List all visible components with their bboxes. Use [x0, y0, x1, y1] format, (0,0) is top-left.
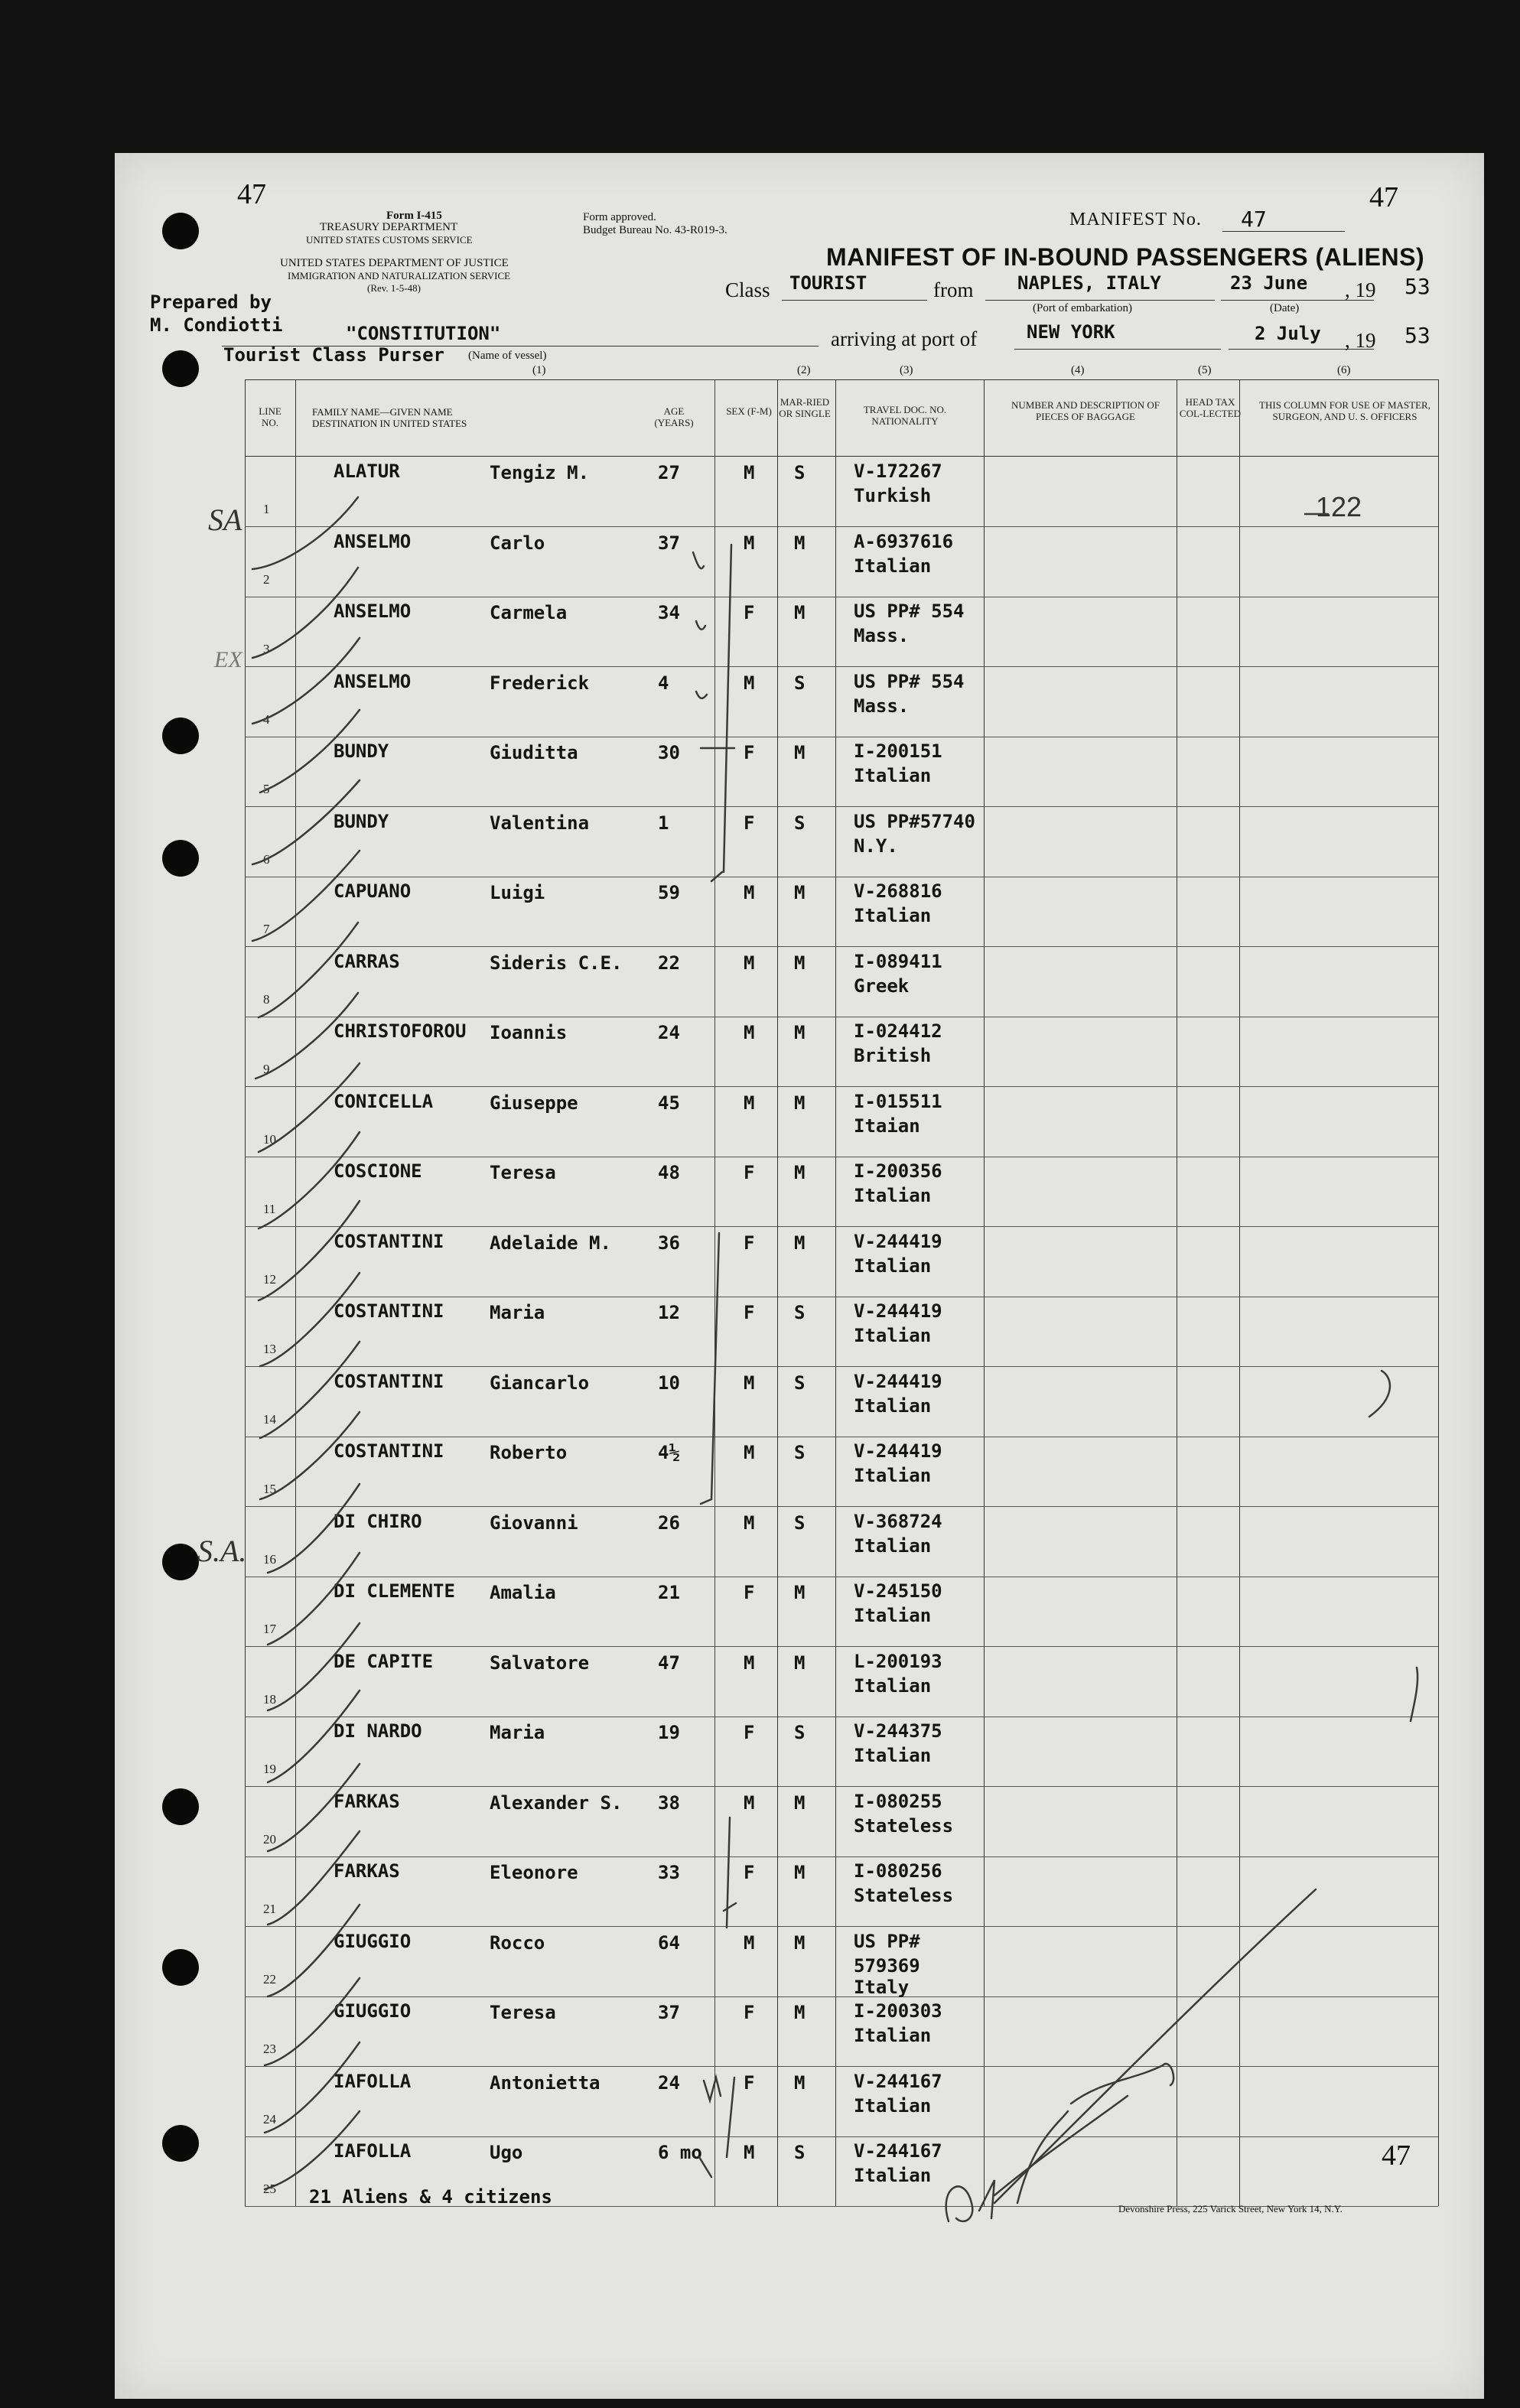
- binder-hole: [162, 350, 199, 387]
- family-name: CARRAS: [334, 951, 400, 972]
- header-age: AGE (YEARS): [654, 405, 694, 428]
- form-approved: Form approved.: [583, 211, 656, 223]
- nationality: Italian: [854, 1535, 932, 1557]
- age: 34: [658, 602, 680, 623]
- line-number: 13: [263, 1342, 276, 1356]
- header-baggage: NUMBER AND DESCRIPTION OF PIECES OF BAGGAGE: [1011, 399, 1160, 422]
- line-number: 1: [263, 502, 270, 516]
- family-name: DI CHIRO: [334, 1511, 422, 1532]
- nationality: Italian: [854, 1605, 932, 1626]
- age: 6 mo: [658, 2142, 702, 2163]
- column-number: (3): [900, 364, 913, 376]
- line-number: 18: [263, 1692, 276, 1707]
- port-of-embarkation: NAPLES, ITALY: [1017, 272, 1161, 294]
- nationality: Italian: [854, 1255, 932, 1277]
- sex: F: [744, 1302, 755, 1323]
- family-name: DE CAPITE: [334, 1651, 434, 1672]
- year-prefix-2: , 19: [1345, 329, 1376, 352]
- binder-hole: [162, 1949, 199, 1986]
- family-name: DI NARDO: [334, 1720, 422, 1742]
- sex: M: [744, 1512, 755, 1534]
- purser-name: M. Condiotti: [150, 314, 283, 336]
- nationality: Mass.: [854, 695, 910, 717]
- printer-credit: Devonshire Press, 225 Varick Street, New York 14, N.Y.: [1118, 2203, 1343, 2214]
- travel-doc-number: I-200303: [854, 2000, 942, 2022]
- given-name: Luigi: [490, 882, 545, 903]
- travel-doc-number: V-244419: [854, 1300, 942, 1322]
- age: 4: [658, 672, 669, 694]
- family-name: FARKAS: [334, 1791, 400, 1812]
- arrival-date: 2 July: [1255, 323, 1321, 344]
- marital-status: M: [794, 1792, 806, 1814]
- nationality: Italian: [854, 2095, 932, 2117]
- line-number: 17: [263, 1622, 276, 1636]
- sex: M: [744, 532, 755, 554]
- given-name: Giancarlo: [490, 1372, 590, 1394]
- given-name: Frederick: [490, 672, 590, 694]
- header-destination: DESTINATION IN UNITED STATES: [312, 418, 467, 429]
- travel-doc-number: L-200193: [854, 1651, 942, 1672]
- marital-status: M: [794, 1232, 806, 1254]
- nationality: Stateless: [854, 1885, 954, 1906]
- binder-hole: [162, 718, 199, 754]
- family-name: CHRISTOFOROU: [334, 1020, 467, 1042]
- age: 10: [658, 1372, 680, 1394]
- travel-doc-number: V-244419: [854, 1371, 942, 1392]
- age: 47: [658, 1652, 680, 1674]
- family-name: COSTANTINI: [334, 1440, 444, 1462]
- given-name: Teresa: [490, 1162, 556, 1183]
- age: 12: [658, 1302, 680, 1323]
- given-name: Rocco: [490, 1932, 545, 1954]
- form-number: Form I-415: [386, 210, 442, 222]
- travel-doc-number: US PP#: [854, 1931, 920, 1952]
- travel-doc-number: I-089411: [854, 951, 942, 972]
- age: 1: [658, 812, 669, 834]
- nationality: Italian: [854, 555, 932, 577]
- travel-doc-number: I-015511: [854, 1091, 942, 1112]
- given-name: Teresa: [490, 2002, 556, 2023]
- header-line-no: LINE NO.: [259, 405, 282, 428]
- family-name: BUNDY: [334, 811, 389, 832]
- nationality: Greek: [854, 975, 910, 997]
- marital-status: M: [794, 1162, 806, 1183]
- header-officers-use: THIS COLUMN FOR USE OF MASTER, SURGEON, AND U. S. OFFICERS: [1259, 399, 1430, 422]
- margin-annotation: S.A.: [197, 1534, 247, 1568]
- nationality: Italian: [854, 1395, 932, 1417]
- travel-doc-number: I-200151: [854, 740, 942, 762]
- nationality: N.Y.: [854, 835, 898, 857]
- nationality: 579369: [854, 1955, 920, 1977]
- nationality: Italian: [854, 2025, 932, 2046]
- embarkation-caption: (Port of embarkation): [1033, 302, 1132, 314]
- line-number: 3: [263, 642, 270, 656]
- year-prefix-1: , 19: [1345, 278, 1376, 301]
- given-name: Giuseppe: [490, 1092, 578, 1114]
- header-head-tax: HEAD TAX COL-LECTED: [1179, 396, 1242, 419]
- line-number: 15: [263, 1482, 276, 1496]
- marital-status: M: [794, 952, 806, 974]
- marital-status: M: [794, 1022, 806, 1043]
- age: 59: [658, 882, 680, 903]
- age: 37: [658, 2002, 680, 2023]
- nationality: Italian: [854, 765, 932, 786]
- line-number: 23: [263, 2042, 276, 2056]
- sex: F: [744, 1862, 755, 1883]
- given-name: Ioannis: [490, 1022, 568, 1043]
- age: 38: [658, 1792, 680, 1814]
- nationality: Stateless: [854, 1815, 954, 1837]
- line-number: 12: [263, 1272, 276, 1287]
- given-name: Maria: [490, 1722, 545, 1743]
- class-label: Class: [725, 278, 770, 301]
- travel-doc-number: A-6937616: [854, 531, 954, 552]
- given-name: Amalia: [490, 1582, 556, 1603]
- binder-hole: [162, 213, 199, 249]
- sex: M: [744, 882, 755, 903]
- sex: M: [744, 2142, 755, 2163]
- officer-mark: 122: [1316, 491, 1362, 522]
- nationality: Mass.: [854, 625, 910, 646]
- column-number: (6): [1337, 364, 1351, 376]
- marital-status: M: [794, 1932, 806, 1954]
- travel-doc-number: I-024412: [854, 1020, 942, 1042]
- column-number: (2): [797, 364, 811, 376]
- sex: M: [744, 1932, 755, 1954]
- vessel-name: "CONSTITUTION": [346, 323, 501, 344]
- family-name: CAPUANO: [334, 880, 412, 902]
- page-number-top-left: 47: [237, 178, 266, 210]
- line-number: 11: [263, 1202, 276, 1216]
- manifest-number-label: MANIFEST No.: [1069, 210, 1202, 229]
- sex: F: [744, 2072, 755, 2094]
- vessel-caption: (Name of vessel): [468, 350, 547, 362]
- marital-status: S: [794, 1722, 806, 1743]
- travel-doc-number: V-244167: [854, 2071, 942, 2092]
- travel-doc-number: V-244375: [854, 1720, 942, 1742]
- given-name: Adelaide M.: [490, 1232, 611, 1254]
- marital-status: M: [794, 1862, 806, 1883]
- marital-status: S: [794, 462, 806, 483]
- sex: M: [744, 1022, 755, 1043]
- sex: F: [744, 1162, 755, 1183]
- immigration-service: IMMIGRATION AND NATURALIZATION SERVICE: [288, 270, 511, 281]
- sex: M: [744, 1442, 755, 1463]
- header-sex: SEX (F-M): [726, 405, 772, 417]
- age: 36: [658, 1232, 680, 1254]
- given-name: Salvatore: [490, 1652, 590, 1674]
- given-name: Giovanni: [490, 1512, 578, 1534]
- given-name: Eleonore: [490, 1862, 578, 1883]
- page-number-top-right: 47: [1369, 181, 1398, 213]
- manifest-title: MANIFEST OF IN-BOUND PASSENGERS (ALIENS): [826, 243, 1425, 271]
- sex: M: [744, 1792, 755, 1814]
- given-name: Antonietta: [490, 2072, 601, 2094]
- nationality: Italian: [854, 1185, 932, 1206]
- marital-status: M: [794, 2002, 806, 2023]
- given-name: Tengiz M.: [490, 462, 590, 483]
- travel-doc-number: V-245150: [854, 1580, 942, 1602]
- line-number: 21: [263, 1902, 276, 1916]
- line-number: 16: [263, 1552, 276, 1567]
- nationality: British: [854, 1045, 932, 1066]
- family-name: GIUGGIO: [334, 1931, 412, 1952]
- binder-hole: [162, 1788, 199, 1825]
- arriving-label: arriving at port of: [831, 327, 978, 350]
- line-number: 14: [263, 1412, 276, 1427]
- given-name: Alexander S.: [490, 1792, 623, 1814]
- from-label: from: [933, 278, 974, 301]
- binder-hole: [162, 2125, 199, 2162]
- marital-status: S: [794, 1512, 806, 1534]
- sex: F: [744, 1722, 755, 1743]
- embarkation-date: 23 June: [1230, 272, 1308, 294]
- line-number: 25: [263, 2182, 276, 2196]
- prepared-by: Prepared by: [150, 291, 272, 313]
- family-name: COSCIONE: [334, 1160, 422, 1182]
- line-number: 22: [263, 1972, 276, 1987]
- travel-doc-number: US PP# 554: [854, 600, 965, 622]
- sex: F: [744, 812, 755, 834]
- line-number: 19: [263, 1762, 276, 1776]
- age: 21: [658, 1582, 680, 1603]
- sex: M: [744, 1652, 755, 1674]
- sex: F: [744, 1582, 755, 1603]
- marital-status: M: [794, 1092, 806, 1114]
- nationality: Italian: [854, 1465, 932, 1486]
- line-number: 10: [263, 1132, 276, 1147]
- marital-status: S: [794, 2142, 806, 2163]
- header-name: FAMILY NAME—GIVEN NAME: [312, 406, 453, 418]
- nationality: Italian: [854, 1325, 932, 1346]
- column-number: (4): [1071, 364, 1085, 376]
- marital-status: M: [794, 882, 806, 903]
- line-number: 4: [263, 712, 270, 727]
- manifest-number-value: 47: [1241, 207, 1267, 232]
- sex: M: [744, 462, 755, 483]
- travel-doc-number: V-172267: [854, 460, 942, 482]
- budget-bureau: Budget Bureau No. 43-R019-3.: [583, 224, 727, 236]
- department-of-justice: UNITED STATES DEPARTMENT OF JUSTICE: [280, 257, 509, 269]
- family-name: IAFOLLA: [334, 2071, 412, 2092]
- sex: M: [744, 1372, 755, 1394]
- family-name: ANSELMO: [334, 531, 412, 552]
- family-name: FARKAS: [334, 1860, 400, 1882]
- marital-status: S: [794, 1302, 806, 1323]
- nationality: Italian: [854, 1675, 932, 1697]
- line-number: 9: [263, 1062, 270, 1076]
- age: 48: [658, 1162, 680, 1183]
- age: 26: [658, 1512, 680, 1534]
- age: 19: [658, 1722, 680, 1743]
- binder-hole: [162, 840, 199, 877]
- nationality: Itaian: [854, 1115, 920, 1137]
- age: 64: [658, 1932, 680, 1954]
- travel-doc-number: V-244419: [854, 1440, 942, 1462]
- header-married: MAR-RIED OR SINGLE: [779, 396, 831, 419]
- travel-doc-number: V-368724: [854, 1511, 942, 1532]
- nationality: Italy: [854, 1977, 910, 1998]
- travel-doc-number: I-080256: [854, 1860, 942, 1882]
- family-name: GIUGGIO: [334, 2000, 412, 2022]
- given-name: Carmela: [490, 602, 568, 623]
- marital-status: M: [794, 1652, 806, 1674]
- given-name: Maria: [490, 1302, 545, 1323]
- marital-status: S: [794, 672, 806, 694]
- travel-doc-number: V-244419: [854, 1231, 942, 1252]
- family-name: COSTANTINI: [334, 1231, 444, 1252]
- sex: F: [744, 1232, 755, 1254]
- marital-status: M: [794, 2072, 806, 2094]
- line-number: 6: [263, 852, 270, 867]
- line-number: 8: [263, 992, 270, 1007]
- purser-title: Tourist Class Purser: [223, 344, 444, 366]
- embarkation-year: 53: [1404, 274, 1430, 299]
- age: 22: [658, 952, 680, 974]
- sex: F: [744, 602, 755, 623]
- family-name: BUNDY: [334, 740, 389, 762]
- marital-status: M: [794, 532, 806, 554]
- class-value: TOURIST: [789, 272, 867, 294]
- nationality: Italian: [854, 1745, 932, 1766]
- age: 27: [658, 462, 680, 483]
- travel-doc-number: I-200356: [854, 1160, 942, 1182]
- marital-status: M: [794, 1582, 806, 1603]
- family-name: DI CLEMENTE: [334, 1580, 455, 1602]
- header-travel-doc: TRAVEL DOC. NO. NATIONALITY: [863, 404, 947, 427]
- margin-annotation: EX: [214, 647, 242, 672]
- family-name: ANSELMO: [334, 600, 412, 622]
- marital-status: S: [794, 1372, 806, 1394]
- column-number: (1): [532, 364, 546, 376]
- passenger-table: [245, 379, 1438, 2206]
- family-name: IAFOLLA: [334, 2140, 412, 2162]
- age: 33: [658, 1862, 680, 1883]
- given-name: Valentina: [490, 812, 590, 834]
- sex: M: [744, 672, 755, 694]
- age: 24: [658, 2072, 680, 2094]
- binder-hole: [162, 1544, 199, 1580]
- age: 30: [658, 742, 680, 763]
- line-number: 5: [263, 782, 270, 796]
- given-name: Giuditta: [490, 742, 578, 763]
- date-caption: (Date): [1270, 302, 1300, 314]
- nationality: Italian: [854, 2165, 932, 2186]
- arrival-year: 53: [1404, 323, 1430, 348]
- line-number: 20: [263, 1832, 276, 1847]
- nationality: Italian: [854, 905, 932, 926]
- form-revision: (Rev. 1-5-48): [367, 282, 421, 294]
- travel-doc-number: US PP#57740: [854, 811, 975, 832]
- page-number-bottom-right: 47: [1382, 2140, 1411, 2172]
- sex: M: [744, 1092, 755, 1114]
- line-number: 2: [263, 572, 270, 587]
- margin-annotation: SA: [208, 503, 242, 537]
- sex: F: [744, 742, 755, 763]
- family-name: COSTANTINI: [334, 1371, 444, 1392]
- age: 45: [658, 1092, 680, 1114]
- customs-service: UNITED STATES CUSTOMS SERVICE: [306, 234, 473, 246]
- port-of-arrival: NEW YORK: [1027, 321, 1115, 343]
- given-name: Roberto: [490, 1442, 568, 1463]
- family-name: COSTANTINI: [334, 1300, 444, 1322]
- travel-doc-number: V-244167: [854, 2140, 942, 2162]
- family-name: CONICELLA: [334, 1091, 434, 1112]
- sex: M: [744, 952, 755, 974]
- given-name: Carlo: [490, 532, 545, 554]
- passenger-summary: 21 Aliens & 4 citizens: [309, 2186, 552, 2208]
- nationality: Turkish: [854, 485, 932, 506]
- age: 37: [658, 532, 680, 554]
- marital-status: M: [794, 602, 806, 623]
- line-number: 7: [263, 922, 270, 936]
- family-name: ANSELMO: [334, 671, 412, 692]
- marital-status: M: [794, 742, 806, 763]
- age: 24: [658, 1022, 680, 1043]
- marital-status: S: [794, 812, 806, 834]
- line-number: 24: [263, 2112, 276, 2127]
- given-name: Sideris C.E.: [490, 952, 623, 974]
- age: 4½: [658, 1442, 680, 1463]
- sex: F: [744, 2002, 755, 2023]
- travel-doc-number: US PP# 554: [854, 671, 965, 692]
- column-number: (5): [1198, 364, 1212, 376]
- family-name: ALATUR: [334, 460, 400, 482]
- travel-doc-number: V-268816: [854, 880, 942, 902]
- treasury-department: TREASURY DEPARTMENT: [320, 221, 458, 233]
- marital-status: S: [794, 1442, 806, 1463]
- travel-doc-number: I-080255: [854, 1791, 942, 1812]
- given-name: Ugo: [490, 2142, 523, 2163]
